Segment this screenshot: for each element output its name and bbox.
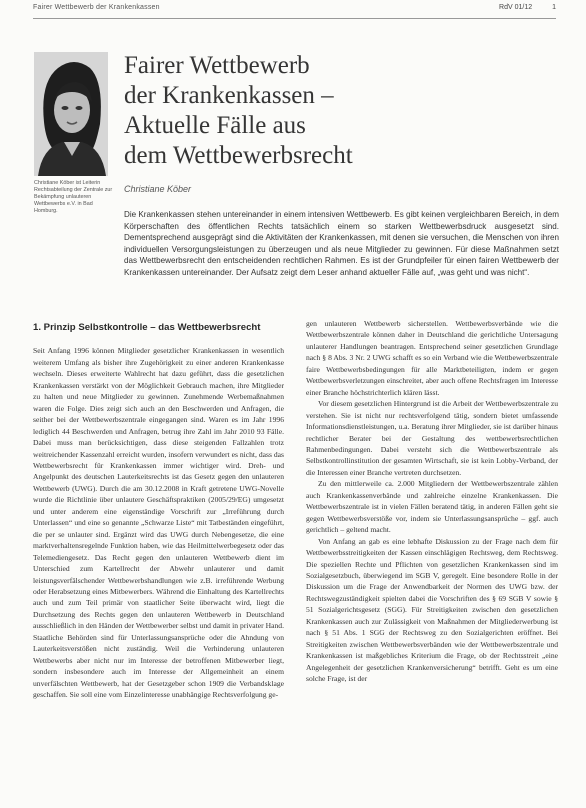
- author-name: Christiane Köber: [124, 184, 192, 194]
- section-heading: 1. Prinzip Selbstkontrolle – das Wettbewerbsrecht: [33, 322, 261, 333]
- running-title: Fairer Wettbewerb der Krankenkassen: [33, 4, 160, 11]
- title-line: dem Wettbewerbsrecht: [124, 142, 353, 169]
- body-paragraph: Zu den mittlerweile ca. 2.000 Mitgliedern der Wettbewerbszentrale zählen auch Krankenkassenverbände und zahlreiche einzelne Krankenkassen. Die Wettbewerbszentrale ist in vielen Fällen beratend tätig, in anderen Fällen geht sie gegen Wettbewerbsverstöße vor, indem sie Unterlassungsansprüche – ggf. auch gerichtlich – geltend macht.: [306, 479, 558, 535]
- title-line: der Krankenkassen –: [124, 82, 334, 109]
- header-rule: [33, 18, 556, 19]
- left-column: [33, 318, 284, 701]
- body-paragraph: gen unlauteren Wettbewerb sicherstellen. Wettbewerbsverbände wie die Wettbewerbszentrale können daher in Deutschland die gerichtliche Untersagung unlauterer Handlungen beantragen. Entsprechend seiner gesetzlichen Grundlage nach § 8 Abs. 3 Nr. 2 UWG schafft es so ein Verband wie die Wettbewerbszentrale faire Wettbewerbsbedingungen für alle Marktbeteiligten, indem er gegen Wettbewerbsverletzungen einschreitet, aber auch offene Rechtsfragen im Interesse einer Branche höchstrichterlich klären lässt.: [306, 319, 558, 397]
- lead-paragraph: Die Krankenkassen stehen untereinander in einem intensiven Wettbewerb. Es gibt keinen vergleichbaren Bereich, in dem Körperschaften des öffentlichen Rechts tatsächlich einem so starken Wettbewerbsdruck ausgesetzt sind. Dementsprechend ausgeprägt sind die Aktivitäten der Krankenkassen, mit denen sie versuchen, die Menschen von ihren individuellen Versorgungsleistungen zu überzeugen und als neue Mitglieder zu gewinnen. Für diese Maßnahmen setzt das Wettbewerbsrecht den entscheidenden rechtlichen Rahmen. Es ist der Grundpfeiler für einen fairen Wettbewerb der Krankenkassen untereinander. Der Aufsatz zeigt dem Leser anhand aktueller Fälle auf, „was geht und was nicht“.: [124, 210, 559, 277]
- journal-info: [481, 4, 556, 11]
- portrait-photo: [34, 52, 108, 176]
- body-paragraph: Von Anfang an gab es eine lebhafte Diskussion zu der Frage nach dem für Wettbewerbsstreitigkeiten der Kassen einschlägigen Rechtsweg, dem Rechtsweg. Die speziellen Rechte und Pflichten von gesetzlichen Krankenkassen sind im Sozialgesetzbuch, überwiegend im SGB V, geregelt. Eine besondere Rolle in der Diskussion um die Frage der Anwendbarkeit der Normen des UWG bzw. der Rechtswegzuständigkeit spielten dabei die Vorschriften des § 69 SGB V sowie § 51 Sozialgerichtsgesetz (SGG). Für Streitigkeiten zwischen den gesetzlichen Krankenkassen auch zur Zulässigkeit von Maßnahmen der Mitgliederwerbung ist nach § 51 Abs. 1 SGG der Rechtsweg zu den Sozialgerichten eröffnet. Bei Streitigkeiten zwischen Wettbewerbsverbänden wie der Wettbewerbszentrale und Krankenkassen ist maßgebliches Kriterium die Frage, ob der Rechtsstreit „eine Angelegenheit der gesetzlichen Krankenversicherung“ betrifft. Geht es um eine solche Frage, ist der: [306, 536, 558, 684]
- body-paragraph: Seit Anfang 1996 können Mitglieder gesetzlicher Krankenkassen in wesentlich weiterem Umfang als bisher ihre Zugehörigkeit zu einer anderen Krankenkasse wechseln. Dieses erweiterte Wahlrecht hat dazu geführt, dass die gesetzlichen Krankenkassen verstärkt von der Möglichkeit Gebrauch machen, ihre Mitglieder zu halten und neue Mitglieder zu gewinnen. Zunehmende Werbemaßnahmen waren die Folge. Dies zeigt sich auch an den Beschwerden und Anfragen, die seither bei der Wettbewerbszentrale eingegangen sind. Waren es im Jahr 1996 lediglich 44 Beschwerden und Anfragen, betrug ihre Zahl im Jahr 2010 93 Fälle. Dabei muss man berücksichtigen, dass diese steigenden Fallzahlen trotz weitreichender Kassenzahl erreicht wurden, insofern verwundert es nicht, dass das Wettbewerbsrecht für Krankenkassen immer wichtiger wird. Dreh- und Angelpunkt des deutschen Lauterkeitsrechts ist das Gesetz gegen den unlauteren Wettbewerb (UWG). Durch die am 30.12.2008 in Kraft getretene UWG-Novelle wurde die Richtlinie über unlautere Geschäftspraktiken (2005/29/EG) umgesetzt und unter anderem eine eigenständige Vorschrift zur „Irreführung durch Unterlassen“ und eine so genannte „Schwarze Liste“ mit Tatbeständen eingeführt, die per se unlauter sind. Ergänzt wird das UWG durch Nebengesetze, die eine marktverhaltensregelnde Funktion haben, wie das Heilmittelwerbegesetz oder das Telemediengesetz. Das Recht gegen den unlauteren Wettbewerb dient im Unterschied zum Kartellrecht der Abwehr unlauterer und damit leistungsverfälschender Wettbewerbshandlungen wie z.B. irreführende Werbung oder Herabsetzung eines Mitbewerbers. Während die Einhaltung des Kartellrechts auch und zum Teil primär von staatlicher Seite überwacht wird, liegt die Durchsetzung des Rechts gegen den unlauteren Wettbewerb in Deutschland ausschließlich in den Händen der Wettbewerber selbst und damit in privater Hand. Staatliche Behörden sind für Unterlassungsansprüche oder die Ahndung von Lauterkeitsverstößen nicht zuständig. Weil die Verhinderung unlauteren Wettbewerbs aber nicht nur im Interesse der betroffenen Mitbewerber liegt, sondern insbesondere auch im Interesse der Allgemeinheit an einem unverfälschten Wettbewerb, hat der Gesetzgeber schon 1909 die Verbandsklage geschaffen. Sie soll eine vom Einzelinteresse unabhängige Rechtsverfolgung ge-: [33, 346, 284, 700]
- title-line: Aktuelle Fälle aus: [124, 112, 306, 139]
- title-line: Fairer Wettbewerb: [124, 52, 310, 79]
- body-paragraph: Vor diesem gesetzlichen Hintergrund ist die Arbeit der Wettbewerbszentrale zu verstehen. Sie ist nicht nur rechtsverfolgend tätig, sondern bietet umfassende Informationsdienstleistungen, u.a. Beratung ihrer Mitglieder, sie ist darüber hinaus rechtlicher Berater bei der Gestaltung des wettbewerbsrechtlichen Rahmenbedingungen. Dabei versteht sich die Wettbewerbszentrale als Selbstkontrollinstitution der gesamten Wirtschaft, sie ist kein Lobby-Verband, der die Interessen einer Branche vertreten durchsetzen.: [306, 399, 558, 477]
- journal-issue: RdV 01/12: [499, 4, 533, 11]
- page-number: 1: [552, 4, 556, 11]
- photo-caption: Christiane Köber ist Leiterin Rechtsabteilung der Zentrale zur Bekämpfung unlauteren Wettbewerbs e.V. in Bad Homburg.: [34, 180, 113, 214]
- right-column: [306, 318, 558, 685]
- article-title: [124, 51, 544, 171]
- portrait-icon: [34, 52, 108, 176]
